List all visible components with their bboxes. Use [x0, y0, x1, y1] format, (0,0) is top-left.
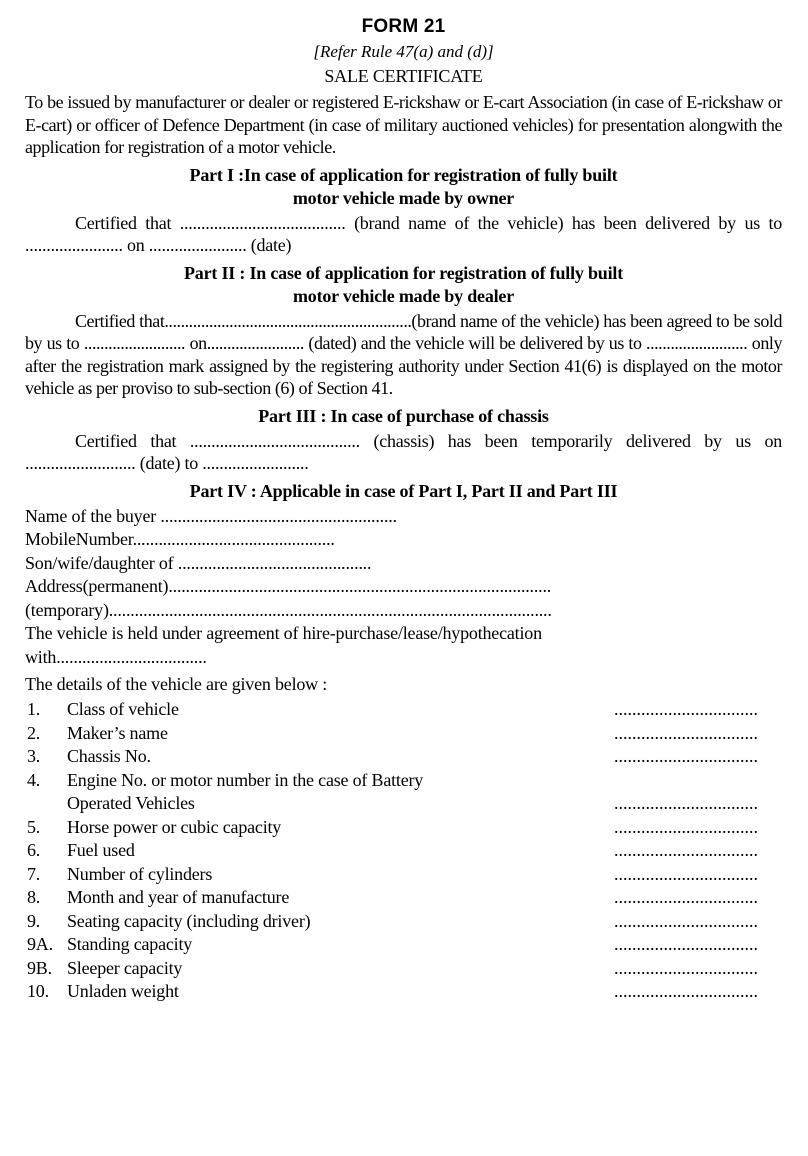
relation-field[interactable]: Son/wife/daughter of .............................................	[25, 552, 372, 573]
detail-row	[25, 910, 782, 934]
detail-number: 3.	[27, 746, 41, 766]
detail-row	[25, 839, 782, 863]
detail-number: 2.	[27, 722, 41, 743]
detail-row	[25, 722, 782, 746]
detail-row	[25, 957, 782, 981]
details-lead-in: The details of the vehicle are given below :	[25, 674, 328, 694]
detail-answer-blank[interactable]: ................................	[614, 887, 758, 907]
detail-row	[25, 769, 782, 816]
mobile-number-field[interactable]: MobileNumber...............................................	[25, 529, 335, 549]
detail-answer-blank[interactable]: ................................	[614, 722, 758, 743]
detail-label: Fuel used	[67, 840, 135, 860]
document-subtitle: SALE CERTIFICATE	[324, 66, 483, 86]
detail-answer-blank[interactable]: ................................	[614, 863, 758, 884]
part-two-heading-line2: motor vehicle made by dealer	[292, 285, 515, 306]
vehicle-details-list	[25, 698, 782, 1004]
detail-label: Unladen weight	[67, 981, 179, 1001]
part-four-heading	[25, 480, 782, 503]
detail-answer-blank[interactable]: ................................	[614, 793, 758, 813]
detail-number: 9.	[27, 910, 41, 931]
part-two-body: Certified that.............................................................(brand name of the vehicle) has been agreed to be sold by us to ......................... on........................ (dated) and the vehicle will be delivered by us to ......................... only after the registration mark assigned by the registering authority under Section 41(6) is displayed on the motor vehicle as per proviso to sub-section (6) of Section 41.	[25, 310, 782, 398]
detail-row	[25, 863, 782, 887]
detail-label: Number of cylinders	[67, 863, 213, 884]
detail-row	[25, 886, 782, 910]
detail-label: Maker’s name	[67, 722, 168, 743]
detail-row	[25, 933, 782, 957]
detail-label-continued: Operated Vehicles	[67, 793, 195, 813]
detail-answer-blank[interactable]: ................................	[614, 910, 758, 931]
detail-row	[25, 745, 782, 769]
detail-answer-blank[interactable]: ................................	[614, 957, 758, 978]
detail-answer-blank[interactable]: ................................	[614, 699, 758, 719]
address-temporary-field[interactable]: (temporary).......................................................................................................	[25, 599, 552, 620]
part-four-heading-line1: Part IV : Applicable in case of Part I, Part II and Part III	[189, 480, 618, 501]
detail-answer-blank[interactable]: ................................	[614, 981, 758, 1001]
buyer-name-field[interactable]: Name of the buyer .......................................................	[25, 505, 397, 526]
detail-label: Seating capacity (including driver)	[67, 910, 311, 931]
detail-row	[25, 980, 782, 1004]
detail-label: Class of vehicle	[67, 699, 179, 719]
detail-label: Sleeper capacity	[67, 957, 183, 978]
rule-reference: [Refer Rule 47(a) and (d)]	[313, 42, 494, 61]
detail-answer-blank[interactable]: ................................	[614, 840, 758, 860]
detail-number: 6.	[27, 840, 41, 860]
hire-purchase-field[interactable]: with...................................	[25, 646, 207, 667]
detail-number: 10.	[27, 981, 49, 1001]
detail-number: 8.	[27, 887, 41, 907]
detail-number: 9A.	[27, 934, 53, 954]
part-one-body: Certified that ....................................... (brand name of the vehicle) has been delivered by us to ....................... on ....................... (date)	[25, 212, 782, 255]
detail-row	[25, 698, 782, 722]
detail-row	[25, 816, 782, 840]
part-three-heading	[25, 405, 782, 428]
part-one-heading	[25, 164, 782, 210]
detail-answer-blank[interactable]: ................................	[614, 934, 758, 954]
part-three-body: Certified that ........................................ (chassis) has been temporarily delivered by us on .......................... (date) to .........................	[25, 430, 782, 473]
detail-number: 4.	[27, 769, 41, 790]
intro-paragraph: To be issued by manufacturer or dealer or registered E-rickshaw or E-cart Association (in case of E-rickshaw or E-cart) or officer of Defence Department (in case of military auctioned vehicles) for presentation alongwith the application for registration of a motor vehicle.	[25, 92, 782, 157]
part-one-heading-line1: Part I :In case of application for registration of fully built	[189, 164, 618, 185]
detail-answer-blank[interactable]: ................................	[614, 816, 758, 837]
detail-label: Engine No. or motor number in the case of Battery Operated Vehicles	[67, 769, 614, 816]
detail-label: Month and year of manufacture	[67, 887, 290, 907]
part-two-heading	[25, 262, 782, 308]
detail-label: Standing capacity	[67, 934, 193, 954]
detail-number: 9B.	[27, 957, 52, 978]
page-title: FORM 21	[361, 16, 446, 37]
detail-number: 1.	[27, 699, 41, 719]
part-two-heading-line1: Part II : In case of application for registration of fully built	[183, 262, 624, 283]
hire-purchase-statement: The vehicle is held under agreement of hire-purchase/lease/hypothecation	[25, 623, 542, 643]
detail-number: 7.	[27, 863, 41, 884]
part-three-heading-line1: Part III : In case of purchase of chassis	[258, 405, 549, 426]
detail-answer-blank[interactable]: ................................	[614, 746, 758, 766]
detail-label: Horse power or cubic capacity	[67, 816, 282, 837]
detail-label: Chassis No.	[67, 746, 151, 766]
address-permanent-field[interactable]: Address(permanent).........................................................................................	[25, 576, 552, 596]
detail-number: 5.	[27, 816, 41, 837]
part-one-heading-line2: motor vehicle made by owner	[292, 187, 515, 208]
